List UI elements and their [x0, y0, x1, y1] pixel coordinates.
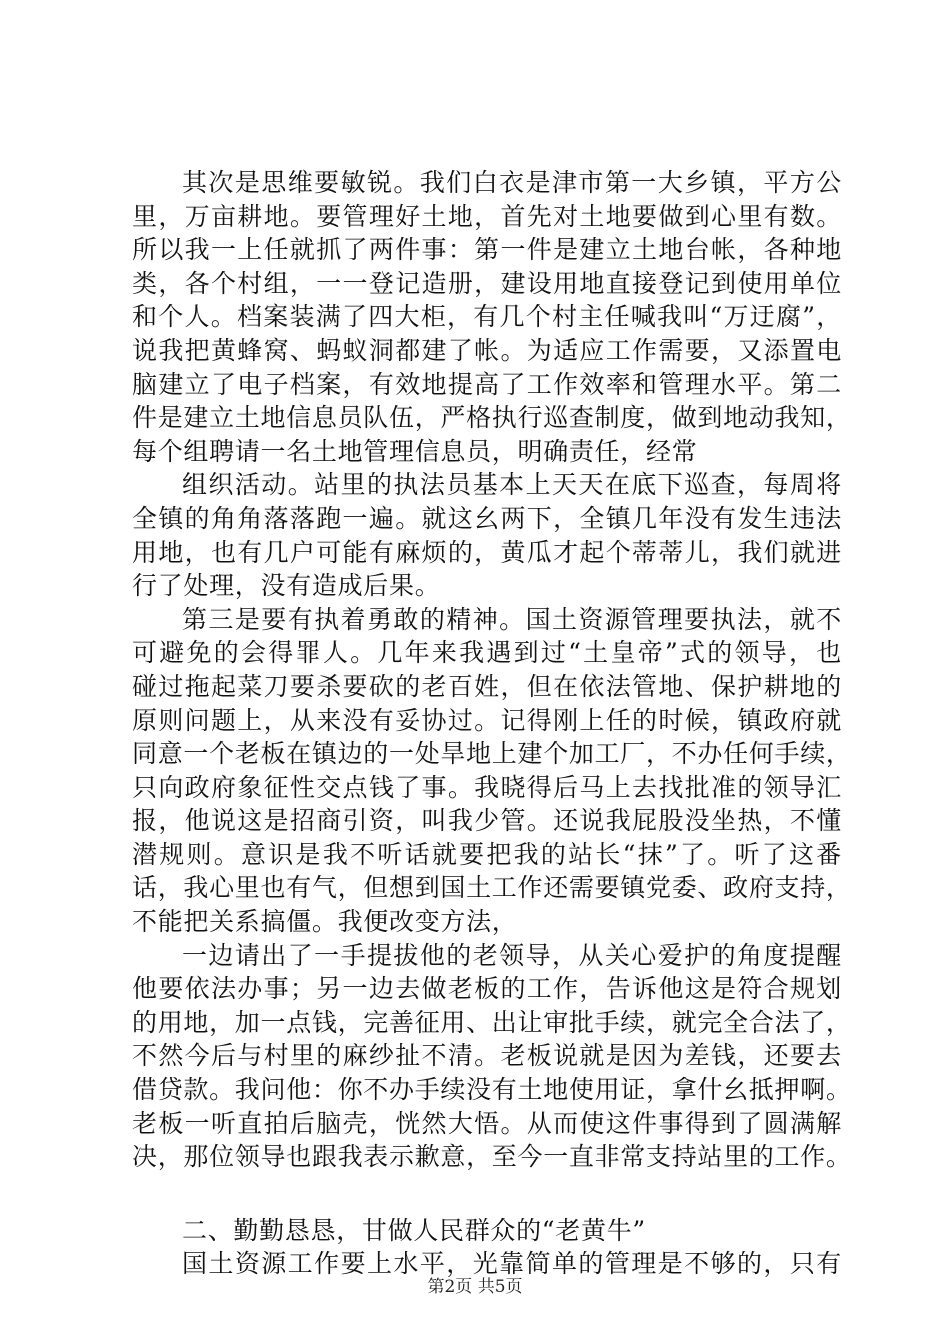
text-line: 每个组聘请一名土地管理信息员，明确责任，经常 — [132, 436, 698, 466]
text-line: 话，我心里也有气，但想到国土工作还需要镇党委、政府支持， — [132, 873, 852, 903]
text-line: 所以我一上任就抓了两件事：第一件是建立土地台帐，各种地 — [132, 235, 842, 265]
paragraph — [132, 166, 852, 468]
text-line: 用地，也有几户可能有麻烦的，黄瓜才起个蒂蒂儿，我们就进 — [132, 537, 842, 567]
text-line: 第三是要有执着勇敢的精神。国土资源管理要执法，就不 — [182, 604, 842, 634]
text-line: 件是建立土地信息员队伍，严格执行巡查制度，做到地动我知， — [132, 403, 852, 433]
text-line: 可避免的会得罪人。几年来我遇到过“土皇帝”式的领导，也 — [132, 638, 842, 668]
text-line: 潜规则。意识是我不听话就要把我的站长“抹”了。听了这番 — [132, 839, 842, 869]
paragraph — [132, 939, 852, 1174]
text-line: 借贷款。我问他：你不办手续没有土地使用证，拿什幺抵押啊。 — [132, 1075, 852, 1105]
text-line: 类，各个村组，一一登记造册，建设用地直接登记到使用单位 — [132, 268, 842, 298]
paragraph — [132, 468, 842, 602]
text-line: 的用地，加一点钱，完善征用、出让审批手续，就完全合法了， — [132, 1007, 852, 1037]
text-line: 报，他说这是招商引资，叫我少管。还说我屁股没坐热，不懂 — [132, 806, 842, 836]
text-line: 国土资源工作要上水平，光靠简单的管理是不够的，只有 — [182, 1249, 842, 1279]
text-line: 其次是思维要敏锐。我们白衣是津市第一大乡镇，平方公 — [182, 168, 842, 197]
text-line: 说我把黄蜂窝、蚂蚁洞都建了帐。为适应工作需要，又添置电 — [132, 335, 842, 365]
text-line: 全镇的角角落落跑一遍。就这幺两下，全镇几年没有发生违法 — [132, 503, 842, 533]
paragraph-gap — [132, 1174, 842, 1214]
text-line: 脑建立了电子档案，有效地提高了工作效率和管理水平。第二 — [132, 369, 842, 399]
text-line: 不能把关系搞僵。我便改变方法， — [132, 907, 518, 937]
text-line: 里，万亩耕地。要管理好土地，首先对土地要做到心里有数。 — [132, 201, 842, 231]
document-body — [132, 166, 852, 1281]
text-line: 一边请出了一手提拔他的老领导，从关心爱护的角度提醒 — [182, 940, 842, 970]
text-line: 同意一个老板在镇边的一处旱地上建个加工厂，不办任何手续， — [132, 739, 852, 769]
section-heading: 二、勤勤恳恳，甘做人民群众的“老黄牛” — [182, 1215, 646, 1245]
text-line: 和个人。档案装满了四大柜，有几个村主任喊我叫“万迂腐”， — [132, 302, 842, 332]
text-line: 老板一听直拍后脑壳，恍然大悟。从而使这件事得到了圆满解 — [132, 1108, 842, 1138]
text-line: 不然今后与村里的麻纱扯不清。老板说就是因为差钱，还要去 — [132, 1041, 842, 1071]
text-line: 只向政府象征性交点钱了事。我晓得后马上去找批准的领导汇 — [132, 772, 842, 802]
text-line: 决，那位领导也跟我表示歉意，至今一直非常支持站里的工作。 — [132, 1142, 852, 1172]
text-line: 原则问题上，从来没有妥协过。记得刚上任的时候，镇政府就 — [132, 705, 842, 735]
page-footer — [0, 1272, 950, 1297]
text-line: 组织活动。站里的执法员基本上天天在底下巡查，每周将 — [182, 470, 842, 500]
paragraph — [132, 603, 852, 939]
text-line: 他要依法办事；另一边去做老板的工作，告诉他这是符合规划 — [132, 974, 842, 1004]
text-line: 碰过拖起菜刀要杀要砍的老百姓，但在依法管地、保护耕地的 — [132, 671, 842, 701]
page-number-label: 第2页 共5页 — [427, 1277, 523, 1297]
text-line: 行了处理，没有造成后果。 — [132, 571, 441, 601]
